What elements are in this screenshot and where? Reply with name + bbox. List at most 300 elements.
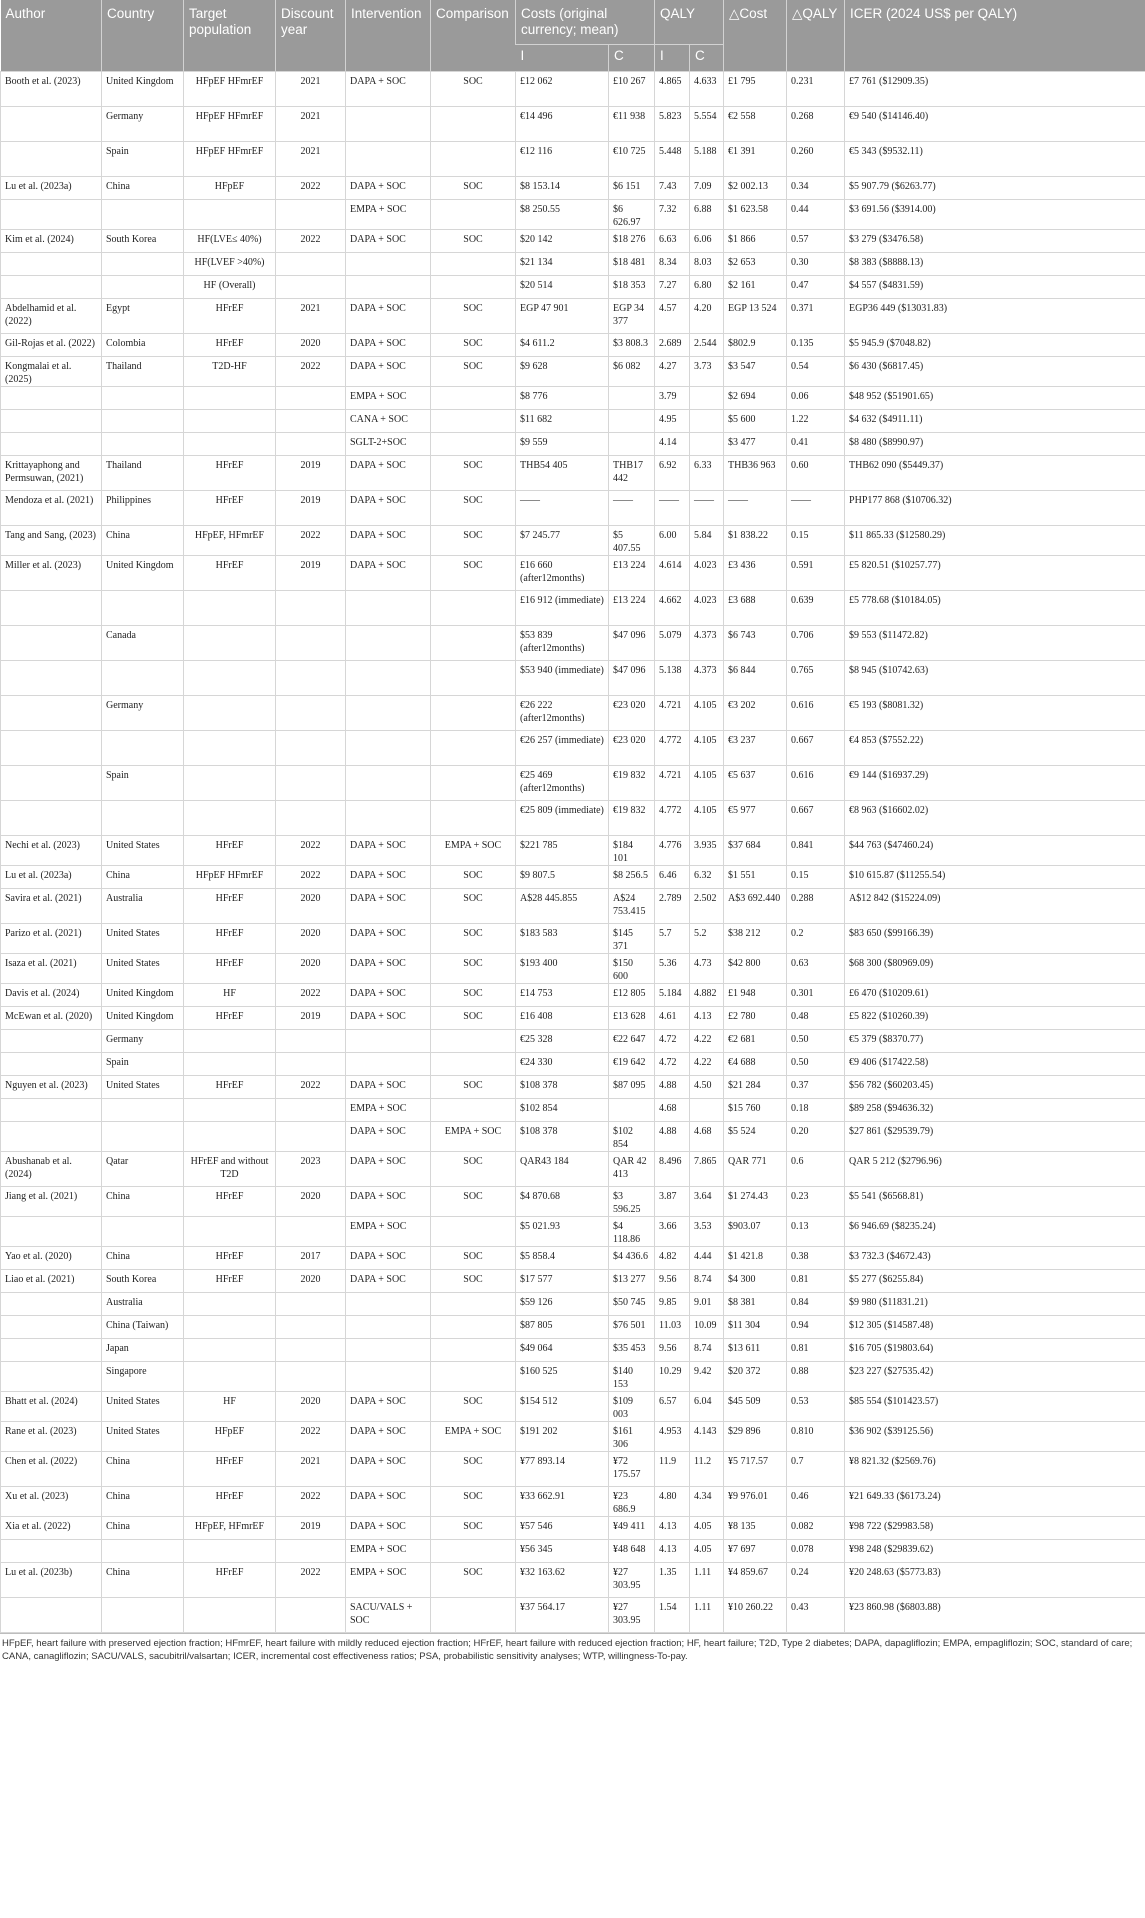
cell-country: United Kingdom xyxy=(102,984,184,1007)
cell-delta-qaly: 0.371 xyxy=(787,299,845,334)
cell-qaly-intervention: 4.721 xyxy=(655,766,690,801)
cell-target-population xyxy=(184,433,276,456)
cell-delta-cost: $42 800 xyxy=(724,954,787,984)
table-row xyxy=(1,433,1145,456)
cell-cost-comparison: €23 020 xyxy=(609,696,655,731)
cell-qaly-intervention: 1.35 xyxy=(655,1563,690,1598)
table-row xyxy=(1,526,1145,556)
cell-target-population: HFrEF xyxy=(184,1007,276,1030)
table-row xyxy=(1,72,1145,107)
cell-qaly-comparison: 6.33 xyxy=(690,456,724,491)
cell-qaly-intervention: 5.36 xyxy=(655,954,690,984)
cell-target-population: HFrEF xyxy=(184,1452,276,1487)
cell-cost-intervention: $8 776 xyxy=(516,387,609,410)
cell-cost-comparison xyxy=(609,410,655,433)
cell-icer: ¥23 860.98 ($6803.88) xyxy=(845,1598,1145,1633)
cell-cost-comparison: A$24 753.415 xyxy=(609,889,655,924)
cell-qaly-comparison: 4.373 xyxy=(690,626,724,661)
cell-author xyxy=(1,661,102,696)
cell-author xyxy=(1,1053,102,1076)
cell-qaly-comparison: 4.105 xyxy=(690,696,724,731)
cell-comparison xyxy=(431,107,516,142)
cell-comparison: SOC xyxy=(431,1007,516,1030)
cell-cost-comparison: €19 642 xyxy=(609,1053,655,1076)
cell-comparison xyxy=(431,1339,516,1362)
cell-qaly-intervention: 5.448 xyxy=(655,142,690,177)
cell-discount-year: 2022 xyxy=(276,526,346,556)
cell-delta-qaly: 0.13 xyxy=(787,1217,845,1247)
cell-country: South Korea xyxy=(102,230,184,253)
cell-target-population xyxy=(184,1598,276,1633)
cell-qaly-comparison: 4.34 xyxy=(690,1487,724,1517)
cell-cost-intervention: THB54 405 xyxy=(516,456,609,491)
cell-country: China xyxy=(102,866,184,889)
cell-icer: $10 615.87 ($11255.54) xyxy=(845,866,1145,889)
cell-author: Chen et al. (2022) xyxy=(1,1452,102,1487)
cell-intervention: DAPA + SOC xyxy=(346,1422,431,1452)
cell-delta-cost: —— xyxy=(724,491,787,526)
table-row xyxy=(1,1487,1145,1517)
table-row xyxy=(1,1598,1145,1633)
cell-icer: £5 778.68 ($10184.05) xyxy=(845,591,1145,626)
cell-delta-qaly: 0.81 xyxy=(787,1270,845,1293)
cell-discount-year: 2019 xyxy=(276,1517,346,1540)
cell-qaly-comparison: 4.023 xyxy=(690,556,724,591)
cell-icer: ¥8 821.32 ($2569.76) xyxy=(845,1452,1145,1487)
cell-author: Lu et al. (2023a) xyxy=(1,866,102,889)
cell-qaly-comparison: 4.05 xyxy=(690,1517,724,1540)
cell-delta-qaly: 0.53 xyxy=(787,1392,845,1422)
cell-qaly-intervention: 4.13 xyxy=(655,1517,690,1540)
cell-target-population xyxy=(184,1053,276,1076)
table-row xyxy=(1,1392,1145,1422)
cell-comparison xyxy=(431,1362,516,1392)
cell-qaly-intervention: 9.56 xyxy=(655,1270,690,1293)
cell-author: McEwan et al. (2020) xyxy=(1,1007,102,1030)
cell-intervention: DAPA + SOC xyxy=(346,1247,431,1270)
table-row xyxy=(1,142,1145,177)
cell-intervention xyxy=(346,626,431,661)
cell-author: Lu et al. (2023b) xyxy=(1,1563,102,1598)
cell-icer: THB62 090 ($5449.37) xyxy=(845,456,1145,491)
cell-discount-year xyxy=(276,1217,346,1247)
cell-cost-intervention: $191 202 xyxy=(516,1422,609,1452)
cell-delta-cost: €5 637 xyxy=(724,766,787,801)
cell-author: Yao et al. (2020) xyxy=(1,1247,102,1270)
cell-cost-intervention: £16 408 xyxy=(516,1007,609,1030)
cell-intervention xyxy=(346,731,431,766)
cell-author xyxy=(1,1316,102,1339)
table-row xyxy=(1,1422,1145,1452)
cell-discount-year xyxy=(276,626,346,661)
cell-delta-qaly: 0.30 xyxy=(787,253,845,276)
cell-intervention xyxy=(346,1030,431,1053)
cell-author: Abushanab et al. (2024) xyxy=(1,1152,102,1187)
cell-intervention xyxy=(346,1362,431,1392)
cell-comparison xyxy=(431,276,516,299)
cell-delta-cost: $1 274.43 xyxy=(724,1187,787,1217)
cell-author: Rane et al. (2023) xyxy=(1,1422,102,1452)
cell-cost-comparison: £13 224 xyxy=(609,556,655,591)
cell-comparison xyxy=(431,410,516,433)
cell-intervention xyxy=(346,107,431,142)
cell-intervention: DAPA + SOC xyxy=(346,334,431,357)
cell-discount-year: 2020 xyxy=(276,954,346,984)
cell-delta-cost: $38 212 xyxy=(724,924,787,954)
cell-author xyxy=(1,696,102,731)
cell-qaly-comparison: 4.68 xyxy=(690,1122,724,1152)
cell-country: United States xyxy=(102,924,184,954)
cell-intervention: DAPA + SOC xyxy=(346,1392,431,1422)
cell-cost-intervention: $5 858.4 xyxy=(516,1247,609,1270)
cell-country: Philippines xyxy=(102,491,184,526)
cell-cost-comparison: $50 745 xyxy=(609,1293,655,1316)
cell-delta-qaly: 0.41 xyxy=(787,433,845,456)
cell-target-population: HFpEF xyxy=(184,1422,276,1452)
cell-cost-intervention: $154 512 xyxy=(516,1392,609,1422)
cell-discount-year xyxy=(276,200,346,230)
cell-comparison: SOC xyxy=(431,526,516,556)
table-row xyxy=(1,1187,1145,1217)
cell-icer: €9 144 ($16937.29) xyxy=(845,766,1145,801)
cell-qaly-intervention: 4.614 xyxy=(655,556,690,591)
cell-comparison: SOC xyxy=(431,556,516,591)
table-row xyxy=(1,1099,1145,1122)
cell-intervention xyxy=(346,661,431,696)
cell-icer: $8 945 ($10742.63) xyxy=(845,661,1145,696)
cell-icer: €8 963 ($16602.02) xyxy=(845,801,1145,836)
cell-cost-intervention: €25 328 xyxy=(516,1030,609,1053)
cell-cost-intervention: €26 257 (immediate) xyxy=(516,731,609,766)
cell-delta-qaly: 0.44 xyxy=(787,200,845,230)
cell-target-population: HFrEF xyxy=(184,1487,276,1517)
cell-comparison xyxy=(431,1598,516,1633)
cell-discount-year: 2022 xyxy=(276,1487,346,1517)
cell-cost-intervention: $9 628 xyxy=(516,357,609,387)
cell-delta-qaly: 0.48 xyxy=(787,1007,845,1030)
cell-author xyxy=(1,1293,102,1316)
cell-delta-qaly: 0.591 xyxy=(787,556,845,591)
cell-delta-cost: QAR 771 xyxy=(724,1152,787,1187)
cell-country: United States xyxy=(102,836,184,866)
cell-comparison xyxy=(431,696,516,731)
cell-qaly-intervention: 5.184 xyxy=(655,984,690,1007)
cell-cost-intervention: QAR43 184 xyxy=(516,1152,609,1187)
cell-qaly-intervention: 4.721 xyxy=(655,696,690,731)
cell-icer: $5 945.9 ($7048.82) xyxy=(845,334,1145,357)
cell-author: Kim et al. (2024) xyxy=(1,230,102,253)
cell-delta-cost: $3 547 xyxy=(724,357,787,387)
cell-author xyxy=(1,142,102,177)
cell-icer: $23 227 ($27535.42) xyxy=(845,1362,1145,1392)
cell-qaly-comparison xyxy=(690,387,724,410)
cell-delta-qaly: 0.616 xyxy=(787,696,845,731)
cell-author xyxy=(1,1540,102,1563)
cell-discount-year xyxy=(276,253,346,276)
cell-cost-intervention: $183 583 xyxy=(516,924,609,954)
cell-cost-comparison: $8 256.5 xyxy=(609,866,655,889)
cell-cost-intervention: $4 611.2 xyxy=(516,334,609,357)
cell-cost-comparison: $4 436.6 xyxy=(609,1247,655,1270)
table-row xyxy=(1,1517,1145,1540)
cell-icer: €5 193 ($8081.32) xyxy=(845,696,1145,731)
cell-cost-comparison: $6 151 xyxy=(609,177,655,200)
cell-qaly-comparison: 6.06 xyxy=(690,230,724,253)
cell-target-population: HFrEF xyxy=(184,1187,276,1217)
cell-qaly-comparison: 5.84 xyxy=(690,526,724,556)
header-discount-year: Discount year xyxy=(276,0,346,72)
cell-delta-qaly: 0.667 xyxy=(787,731,845,766)
cell-cost-intervention: ¥57 546 xyxy=(516,1517,609,1540)
table-row xyxy=(1,1122,1145,1152)
cell-icer: $56 782 ($60203.45) xyxy=(845,1076,1145,1099)
table-row xyxy=(1,1217,1145,1247)
header-costs: Costs (original currency; mean) xyxy=(516,0,655,45)
table-row xyxy=(1,1293,1145,1316)
cell-delta-qaly: 0.765 xyxy=(787,661,845,696)
cell-delta-qaly: 0.231 xyxy=(787,72,845,107)
cell-qaly-intervention: 4.88 xyxy=(655,1122,690,1152)
cell-qaly-intervention: 8.496 xyxy=(655,1152,690,1187)
cell-icer: $4 557 ($4831.59) xyxy=(845,276,1145,299)
cell-delta-cost: $6 743 xyxy=(724,626,787,661)
cell-author xyxy=(1,387,102,410)
cell-target-population: HFrEF xyxy=(184,1076,276,1099)
cell-target-population: HFrEF xyxy=(184,334,276,357)
cell-icer: $8 480 ($8990.97) xyxy=(845,433,1145,456)
cell-cost-intervention: $108 378 xyxy=(516,1122,609,1152)
cell-author: Mendoza et al. (2021) xyxy=(1,491,102,526)
cell-country: Spain xyxy=(102,766,184,801)
cell-intervention: DAPA + SOC xyxy=(346,1122,431,1152)
cell-country: Colombia xyxy=(102,334,184,357)
cell-intervention: DAPA + SOC xyxy=(346,1452,431,1487)
cell-delta-cost: €2 558 xyxy=(724,107,787,142)
cell-country: Japan xyxy=(102,1339,184,1362)
cell-country xyxy=(102,433,184,456)
cell-delta-cost: £1 795 xyxy=(724,72,787,107)
cell-qaly-intervention: 5.079 xyxy=(655,626,690,661)
cell-comparison xyxy=(431,626,516,661)
cell-delta-qaly: 0.20 xyxy=(787,1122,845,1152)
cell-cost-comparison: $18 353 xyxy=(609,276,655,299)
table-row xyxy=(1,1007,1145,1030)
cell-country xyxy=(102,276,184,299)
cell-target-population: HFrEF xyxy=(184,836,276,866)
cell-qaly-comparison: 4.13 xyxy=(690,1007,724,1030)
cell-comparison: SOC xyxy=(431,299,516,334)
cell-target-population: HF(LVE≤ 40%) xyxy=(184,230,276,253)
cell-cost-intervention: ¥56 345 xyxy=(516,1540,609,1563)
cell-author xyxy=(1,801,102,836)
cell-cost-comparison xyxy=(609,433,655,456)
cell-discount-year: 2021 xyxy=(276,299,346,334)
cell-author: Tang and Sang, (2023) xyxy=(1,526,102,556)
cell-icer: $9 553 ($11472.82) xyxy=(845,626,1145,661)
cell-delta-qaly: 0.639 xyxy=(787,591,845,626)
cell-intervention: DAPA + SOC xyxy=(346,556,431,591)
cell-qaly-intervention: —— xyxy=(655,491,690,526)
cell-delta-qaly: 0.81 xyxy=(787,1339,845,1362)
cell-author xyxy=(1,276,102,299)
cell-intervention: DAPA + SOC xyxy=(346,72,431,107)
cell-delta-cost: $4 300 xyxy=(724,1270,787,1293)
cell-author xyxy=(1,107,102,142)
cell-cost-intervention: $9 559 xyxy=(516,433,609,456)
cell-delta-cost: $2 694 xyxy=(724,387,787,410)
cell-author: Savira et al. (2021) xyxy=(1,889,102,924)
cell-cost-intervention: €26 222 (after12months) xyxy=(516,696,609,731)
cell-delta-qaly: 1.22 xyxy=(787,410,845,433)
cell-cost-comparison: $4 118.86 xyxy=(609,1217,655,1247)
cell-delta-qaly: 0.94 xyxy=(787,1316,845,1339)
cell-delta-qaly: 0.301 xyxy=(787,984,845,1007)
cell-discount-year: 2022 xyxy=(276,984,346,1007)
cell-intervention: EMPA + SOC xyxy=(346,1217,431,1247)
cell-delta-qaly: 0.2 xyxy=(787,924,845,954)
cell-delta-qaly: 0.706 xyxy=(787,626,845,661)
table-row xyxy=(1,299,1145,334)
cell-qaly-intervention: 5.7 xyxy=(655,924,690,954)
cell-delta-cost: $8 381 xyxy=(724,1293,787,1316)
cell-delta-cost: £2 780 xyxy=(724,1007,787,1030)
cell-author xyxy=(1,1099,102,1122)
cell-qaly-intervention: 4.88 xyxy=(655,1076,690,1099)
cell-target-population xyxy=(184,591,276,626)
cell-author: Bhatt et al. (2024) xyxy=(1,1392,102,1422)
cell-icer: $36 902 ($39125.56) xyxy=(845,1422,1145,1452)
cell-comparison: SOC xyxy=(431,1452,516,1487)
cell-qaly-intervention: 10.29 xyxy=(655,1362,690,1392)
cell-delta-cost: $37 684 xyxy=(724,836,787,866)
cell-delta-qaly: 0.50 xyxy=(787,1053,845,1076)
cell-country: Thailand xyxy=(102,456,184,491)
cell-country xyxy=(102,1099,184,1122)
cell-delta-cost: £3 688 xyxy=(724,591,787,626)
cell-discount-year xyxy=(276,1598,346,1633)
cell-icer: $5 907.79 ($6263.77) xyxy=(845,177,1145,200)
cell-delta-cost: $903.07 xyxy=(724,1217,787,1247)
cell-discount-year: 2022 xyxy=(276,230,346,253)
header-intervention: Intervention xyxy=(346,0,431,72)
cell-qaly-comparison: 4.105 xyxy=(690,801,724,836)
cell-cost-comparison: $47 096 xyxy=(609,626,655,661)
cell-cost-intervention: $21 134 xyxy=(516,253,609,276)
cell-qaly-intervention: 1.54 xyxy=(655,1598,690,1633)
cell-delta-cost: $2 653 xyxy=(724,253,787,276)
cell-target-population: HFrEF xyxy=(184,456,276,491)
cell-country: Egypt xyxy=(102,299,184,334)
cell-target-population xyxy=(184,661,276,696)
cell-delta-qaly: 0.46 xyxy=(787,1487,845,1517)
cell-discount-year: 2019 xyxy=(276,556,346,591)
cell-qaly-comparison: 2.502 xyxy=(690,889,724,924)
cell-target-population: HFpEF HFmrEF xyxy=(184,107,276,142)
cell-intervention: EMPA + SOC xyxy=(346,1099,431,1122)
cell-target-population xyxy=(184,626,276,661)
cell-qaly-comparison: 8.74 xyxy=(690,1339,724,1362)
cell-cost-intervention: €12 116 xyxy=(516,142,609,177)
cell-icer: A$12 842 ($15224.09) xyxy=(845,889,1145,924)
cell-cost-comparison: $109 003 xyxy=(609,1392,655,1422)
table-row xyxy=(1,200,1145,230)
cell-cost-intervention: $9 807.5 xyxy=(516,866,609,889)
cell-discount-year: 2020 xyxy=(276,1187,346,1217)
cell-delta-cost: $5 524 xyxy=(724,1122,787,1152)
cell-qaly-intervention: 9.56 xyxy=(655,1339,690,1362)
cell-cost-comparison: $3 596.25 xyxy=(609,1187,655,1217)
cell-icer: ¥98 722 ($29983.58) xyxy=(845,1517,1145,1540)
cell-qaly-comparison: 7.865 xyxy=(690,1152,724,1187)
cell-comparison: SOC xyxy=(431,177,516,200)
cell-author xyxy=(1,591,102,626)
cell-discount-year xyxy=(276,1053,346,1076)
cell-icer: $48 952 ($51901.65) xyxy=(845,387,1145,410)
cell-author xyxy=(1,1217,102,1247)
cell-cost-intervention: €25 469 (after12months) xyxy=(516,766,609,801)
cell-comparison xyxy=(431,142,516,177)
cell-delta-qaly: 0.88 xyxy=(787,1362,845,1392)
cell-country: United States xyxy=(102,1392,184,1422)
cell-discount-year: 2023 xyxy=(276,1152,346,1187)
table-row xyxy=(1,334,1145,357)
cell-country xyxy=(102,200,184,230)
cell-discount-year xyxy=(276,433,346,456)
cell-intervention: DAPA + SOC xyxy=(346,526,431,556)
cell-cost-intervention: ¥77 893.14 xyxy=(516,1452,609,1487)
cell-author xyxy=(1,1598,102,1633)
table-row xyxy=(1,177,1145,200)
cell-comparison xyxy=(431,433,516,456)
cell-delta-cost: THB36 963 xyxy=(724,456,787,491)
table-row xyxy=(1,230,1145,253)
cell-cost-comparison: $5 407.55 xyxy=(609,526,655,556)
cell-delta-qaly: 0.082 xyxy=(787,1517,845,1540)
cell-qaly-intervention: 6.57 xyxy=(655,1392,690,1422)
cell-qaly-comparison: 1.11 xyxy=(690,1563,724,1598)
cell-intervention: DAPA + SOC xyxy=(346,1187,431,1217)
cell-cost-comparison: €22 647 xyxy=(609,1030,655,1053)
cell-icer: $6 430 ($6817.45) xyxy=(845,357,1145,387)
cell-delta-cost: $1 421.8 xyxy=(724,1247,787,1270)
cell-discount-year: 2017 xyxy=(276,1247,346,1270)
cell-author: Krittayaphong and Permsuwan, (2021) xyxy=(1,456,102,491)
cell-author xyxy=(1,1339,102,1362)
cell-delta-cost: €5 977 xyxy=(724,801,787,836)
subheader-qaly-comparison: C xyxy=(690,45,724,72)
cell-delta-qaly: 0.50 xyxy=(787,1030,845,1053)
cell-cost-intervention: $5 021.93 xyxy=(516,1217,609,1247)
cell-comparison: SOC xyxy=(431,1076,516,1099)
cell-author: Booth et al. (2023) xyxy=(1,72,102,107)
cell-discount-year xyxy=(276,1099,346,1122)
cell-target-population: HFrEF xyxy=(184,491,276,526)
cell-qaly-intervention: 7.43 xyxy=(655,177,690,200)
cell-delta-qaly: 0.84 xyxy=(787,1293,845,1316)
cell-icer: ¥20 248.63 ($5773.83) xyxy=(845,1563,1145,1598)
table-row xyxy=(1,387,1145,410)
header-comparison: Comparison xyxy=(431,0,516,72)
cell-author xyxy=(1,626,102,661)
table-row xyxy=(1,1030,1145,1053)
cell-author: Nechi et al. (2023) xyxy=(1,836,102,866)
cell-author: Liao et al. (2021) xyxy=(1,1270,102,1293)
cell-qaly-intervention: 4.57 xyxy=(655,299,690,334)
cell-target-population: HF(LVEF >40%) xyxy=(184,253,276,276)
table-row xyxy=(1,954,1145,984)
table-row xyxy=(1,1053,1145,1076)
cell-author: Xia et al. (2022) xyxy=(1,1517,102,1540)
